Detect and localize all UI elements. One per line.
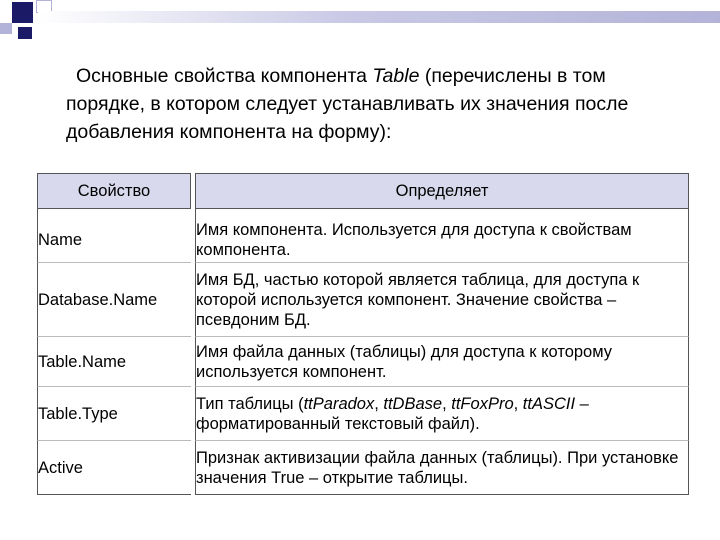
property-name: Table.Type bbox=[37, 387, 191, 441]
intro-paragraph: Основные свойства компонента Table (перечислены в том порядке, в котором следует устанавливать их значения после добавления компонента на форму): bbox=[66, 65, 629, 143]
property-name: Table.Name bbox=[37, 337, 191, 387]
property-name: Active bbox=[37, 441, 191, 495]
table-row bbox=[37, 213, 689, 263]
component-name: Table bbox=[372, 65, 420, 87]
corner-square-lavender bbox=[0, 23, 12, 34]
property-description: Имя компонента. Используется для доступа к свойствам компонента. bbox=[195, 213, 689, 263]
property-name: Database.Name bbox=[37, 263, 191, 337]
property-name: Name bbox=[37, 213, 191, 263]
header-property: Свойство bbox=[37, 173, 191, 209]
header-defines: Определяет bbox=[195, 173, 689, 209]
table-row bbox=[37, 337, 689, 387]
table-row bbox=[37, 263, 689, 337]
top-gradient-bar bbox=[38, 11, 720, 23]
table-row bbox=[37, 387, 689, 441]
corner-square-navy bbox=[12, 2, 33, 23]
properties-table bbox=[37, 173, 689, 495]
corner-square-navy-small bbox=[18, 27, 32, 39]
property-description: Признак активизации файла данных (таблицы). При установке значения True – открытие таблицы. bbox=[195, 441, 689, 495]
table-row bbox=[37, 441, 689, 495]
property-description: Имя файла данных (таблицы) для доступа к которому используется компонент. bbox=[195, 337, 689, 387]
property-description: Имя БД, частью которой является таблица, для доступа к которой используется компонент. Значение свойства – псевдоним БД. bbox=[195, 263, 689, 337]
property-description: Тип таблицы (ttParadox, ttDBase, ttFoxPro, ttASCII – форматированный текстовый файл). bbox=[195, 387, 689, 441]
